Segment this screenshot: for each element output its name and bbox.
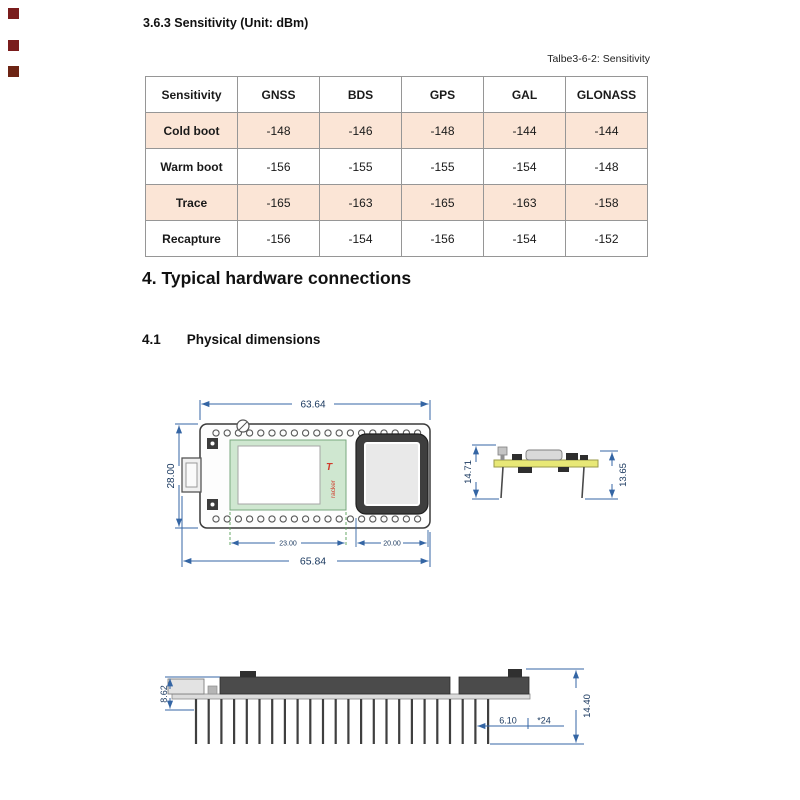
dim-top-width-label: 63.64	[300, 399, 326, 411]
table-row-trace	[146, 185, 648, 221]
table-cell: -165	[238, 185, 320, 221]
sensitivity-table	[145, 76, 648, 257]
header-pins	[195, 699, 489, 744]
table-cell: -148	[566, 149, 648, 185]
page-artifact-mark	[8, 40, 19, 51]
heading-physical-dimensions	[142, 332, 320, 347]
col-header-glonass: GLONASS	[566, 77, 648, 113]
dim-side-left-label: 14.71	[463, 460, 474, 484]
table-caption: Talbe3-6-2: Sensitivity	[547, 53, 650, 65]
dim-side-right	[585, 451, 618, 499]
table-row-recapture	[146, 221, 648, 257]
module-side-long-profile	[168, 669, 530, 699]
table-cell: -154	[484, 221, 566, 257]
row-label: Cold boot	[146, 113, 238, 149]
table-cell: -165	[402, 185, 484, 221]
display-module	[230, 440, 346, 510]
dim-bottom-right-label: 14.40	[582, 694, 593, 718]
row-label: Trace	[146, 185, 238, 221]
row-label: Warm boot	[146, 149, 238, 185]
table-cell: -163	[484, 185, 566, 221]
dim-bottom-width-label: 65.84	[299, 555, 327, 568]
col-header-gal: GAL	[484, 77, 566, 113]
table-cell: -146	[320, 113, 402, 149]
table-cell: -154	[320, 221, 402, 257]
col-header-gnss: GNSS	[238, 77, 320, 113]
table-cell: -155	[402, 149, 484, 185]
table-cell: -163	[320, 185, 402, 221]
usb-connector	[182, 458, 201, 492]
table-row-cold-boot	[146, 113, 648, 149]
col-header-gps: GPS	[402, 77, 484, 113]
section-title: 3.6.3 Sensitivity (Unit: dBm)	[143, 16, 309, 30]
logo-t-label: T	[326, 462, 333, 473]
heading-hardware-connections: 4. Typical hardware connections	[142, 268, 412, 288]
dim-bottom-left-label: 8.62	[159, 685, 169, 703]
table-header-row	[146, 77, 648, 113]
row-label: Recapture	[146, 221, 238, 257]
dim-pin-pitch	[478, 715, 565, 729]
table-cell: -144	[566, 113, 648, 149]
page-artifact-mark	[8, 8, 19, 19]
dim-inner-left-label: 23.00	[279, 540, 297, 548]
table-cell: -156	[402, 221, 484, 257]
heading-number: 4.1	[142, 332, 161, 347]
heading-text: Physical dimensions	[186, 332, 321, 347]
pcb-top-view-drawing	[158, 384, 463, 584]
dim-inner-right-label: 20.00	[383, 540, 401, 548]
table-cell: -144	[484, 113, 566, 149]
table-cell: -148	[402, 113, 484, 149]
page-artifact-mark	[8, 66, 19, 77]
table-cell: -156	[238, 149, 320, 185]
col-header-bds: BDS	[320, 77, 402, 113]
table-cell: -154	[484, 149, 566, 185]
module-side-profile	[494, 447, 598, 498]
col-header-sensitivity: Sensitivity	[146, 77, 238, 113]
table-cell: -155	[320, 149, 402, 185]
table-row-warm-boot	[146, 149, 648, 185]
table-cell: -148	[238, 113, 320, 149]
dim-pin-count-label: *24	[537, 715, 551, 726]
dim-side-left	[472, 445, 499, 499]
pcb-side-view-drawing	[460, 410, 630, 520]
antenna-connector	[237, 420, 249, 432]
table-cell: -158	[566, 185, 648, 221]
table-cell: -156	[238, 221, 320, 257]
dim-pin-pitch-label: 6.10	[499, 715, 517, 726]
dim-left-height-label: 28.00	[166, 463, 177, 489]
pcb-bottom-side-view-drawing	[156, 648, 596, 763]
gnss-antenna-module	[356, 434, 428, 514]
dim-side-right-label: 13.65	[618, 463, 629, 487]
table-cell: -152	[566, 221, 648, 257]
logo-text-label: racker	[330, 479, 337, 498]
